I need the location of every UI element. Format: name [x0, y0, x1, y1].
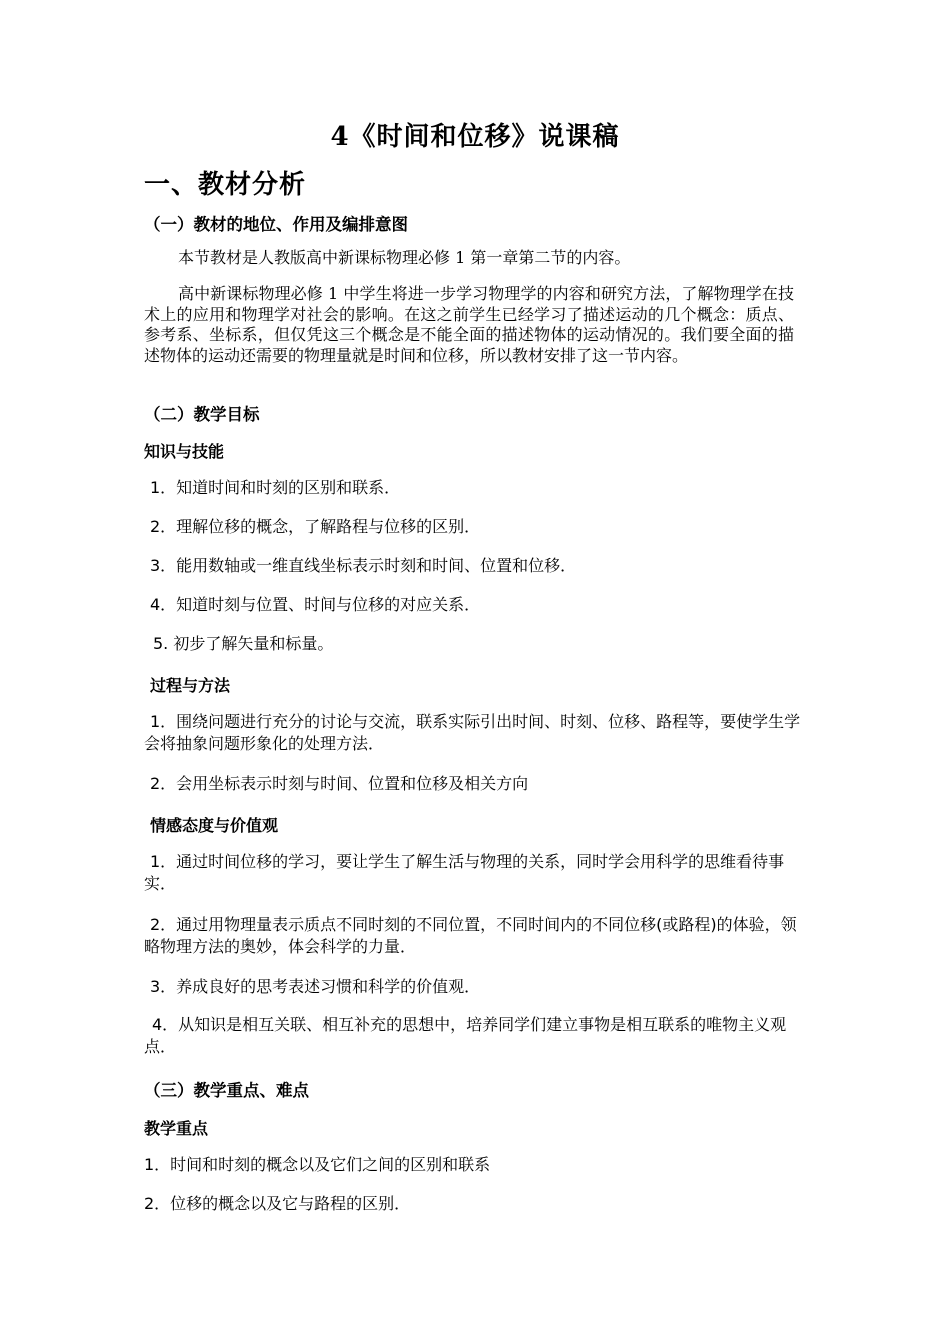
knowledge-item-5: 5. 初步了解矢量和标量。 — [153, 634, 334, 653]
knowledge-item-3: 3．能用数轴或一维直线坐标表示时刻和时间、位置和位移． — [150, 556, 577, 575]
emotion-item-2: 2．通过用物理量表示质点不同时刻的不同位置，不同时间内的不同位移(或路程)的体验，领略物理方法的奥妙，体会科学的力量． — [144, 915, 797, 956]
emotion-item-3: 3．养成良好的思考表述习惯和科学的价值观． — [150, 977, 481, 996]
paragraph-textbook-source: 本节教材是人教版高中新课标物理必修 1 第一章第二节的内容。 — [178, 248, 631, 267]
emotion-item-1: 1．通过时间位移的学习，要让学生了解生活与物理的关系，同时学会用科学的思维看待事实． — [144, 852, 785, 893]
goal-label-teaching-focus: 教学重点 — [144, 1119, 209, 1138]
section-heading-textbook-analysis: 一、教材分析 — [144, 170, 307, 200]
process-item-2: 2．会用坐标表示时刻与时间、位置和位移及相关方向 — [150, 774, 529, 793]
subsection-heading-position-role: （一）教材的地位、作用及编排意图 — [144, 215, 408, 234]
document-title: 4《时间和位移》说课稿 — [330, 122, 620, 152]
focus-item-1: 1．时间和时刻的概念以及它们之间的区别和联系 — [144, 1155, 491, 1174]
subsection-heading-teaching-goals: （二）教学目标 — [144, 405, 260, 424]
goal-label-emotion-values: 情感态度与价值观 — [150, 816, 279, 835]
knowledge-item-1: 1．知道时间和时刻的区别和联系． — [150, 478, 401, 497]
knowledge-item-4: 4．知道时刻与位置、时间与位移的对应关系． — [150, 595, 481, 614]
goal-label-process-methods: 过程与方法 — [150, 676, 231, 695]
paragraph-textbook-context: 高中新课标物理必修 1 中学生将进一步学习物理学的内容和研究方法，了解物理学在技术上的应用和物理学对社会的影响。在这之前学生已经学习了描述运动的几个概念：质点、参考系、坐标系，但仅凭这三个概念是不能全面的描述物体的运动情况的。我们要全面的描述物体的运动还需要的物理量就是时间和位移，所以教材安排了这一节内容。 — [144, 284, 794, 365]
process-item-1: 1．围绕问题进行充分的讨论与交流，联系实际引出时间、时刻、位移、路程等，要使学生学会将抽象问题形象化的处理方法． — [144, 712, 801, 753]
goal-label-knowledge-skills: 知识与技能 — [144, 442, 225, 461]
knowledge-item-2: 2．理解位移的概念，了解路程与位移的区别． — [150, 517, 481, 536]
focus-item-2: 2．位移的概念以及它与路程的区别． — [144, 1194, 411, 1213]
subsection-heading-key-points: （三）教学重点、难点 — [144, 1081, 309, 1100]
emotion-item-4: 4．从知识是相互关联、相互补充的思想中，培养同学们建立事物是相互联系的唯物主义观点． — [144, 1015, 787, 1056]
